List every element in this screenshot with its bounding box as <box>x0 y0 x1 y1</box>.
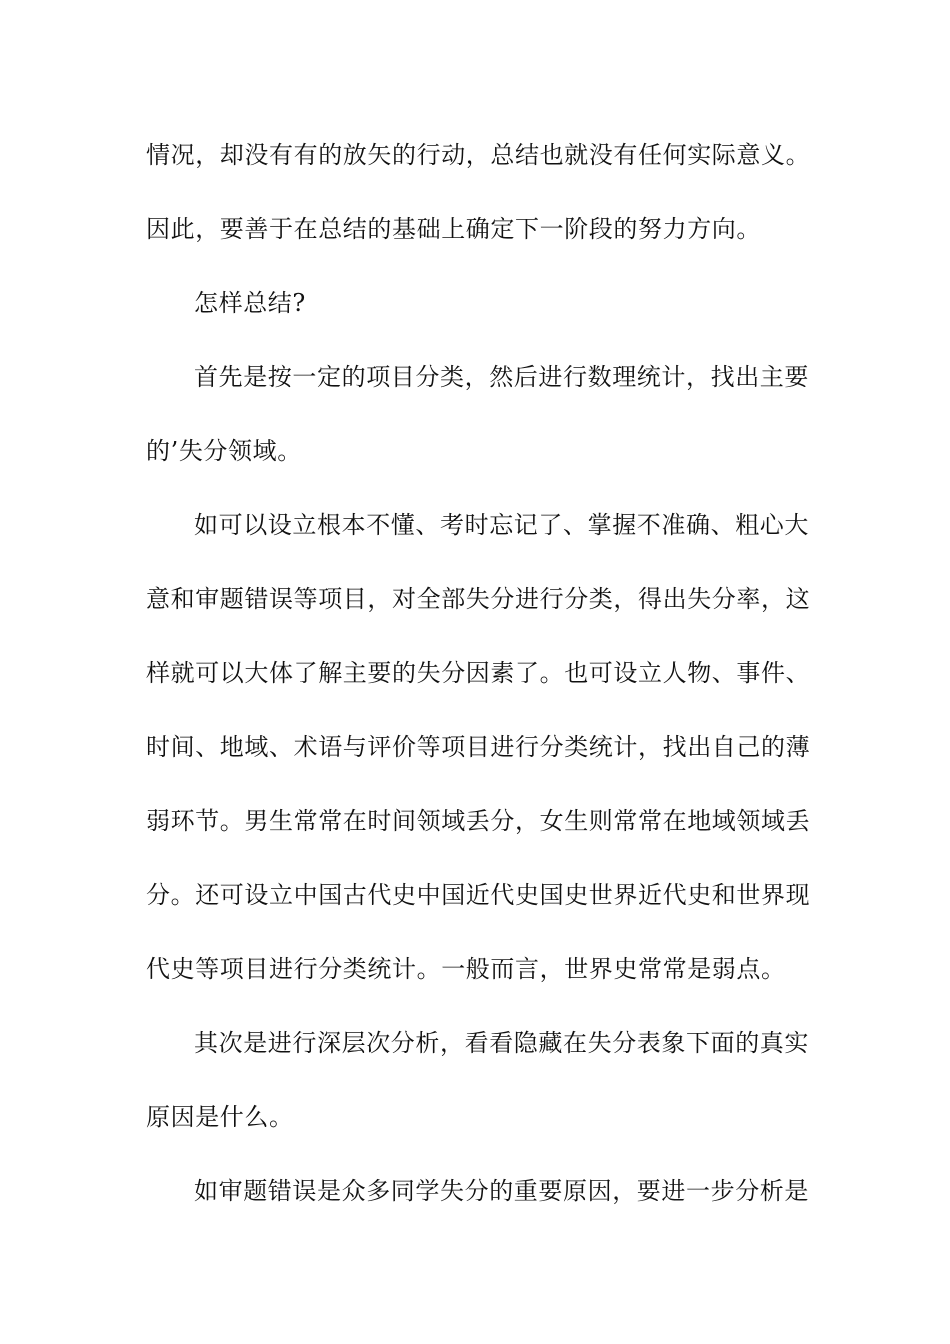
text-line-9: 时间、地域、术语与评价等项目进行分类统计，找出自己的薄 <box>146 733 811 761</box>
text-line-13: 其次是进行深层次分析，看看隐藏在失分表象下面的真实 <box>194 1029 809 1057</box>
text-line-7: 意和审题错误等项目，对全部失分进行分类，得出失分率，这 <box>146 585 811 613</box>
text-line-5: 的’失分领域。 <box>146 437 302 465</box>
text-line-12: 代史等项目进行分类统计。一般而言，世界史常常是弱点。 <box>146 955 786 983</box>
document-body <box>146 118 811 1228</box>
text-line-15: 如审题错误是众多同学失分的重要原因，要进一步分析是 <box>194 1177 809 1205</box>
text-line-6: 如可以设立根本不懂、考时忘记了、掌握不准确、粗心大 <box>194 511 809 539</box>
text-line-1: 情况，却没有有的放矢的行动，总结也就没有任何实际意义。 <box>146 141 811 169</box>
text-line-8: 样就可以大体了解主要的失分因素了。也可设立人物、事件、 <box>146 659 811 687</box>
section-heading: 怎样总结? <box>194 289 306 317</box>
text-line-10: 弱环节。男生常常在时间领域丢分，女生则常常在地域领域丢 <box>146 807 811 835</box>
text-line-2: 因此，要善于在总结的基础上确定下一阶段的努力方向。 <box>146 215 761 243</box>
text-line-14: 原因是什么。 <box>146 1103 294 1131</box>
text-line-11: 分。还可设立中国古代史中国近代史国史世界近代史和世界现 <box>146 881 811 909</box>
text-line-4: 首先是按一定的项目分类，然后进行数理统计，找出主要 <box>194 363 809 391</box>
